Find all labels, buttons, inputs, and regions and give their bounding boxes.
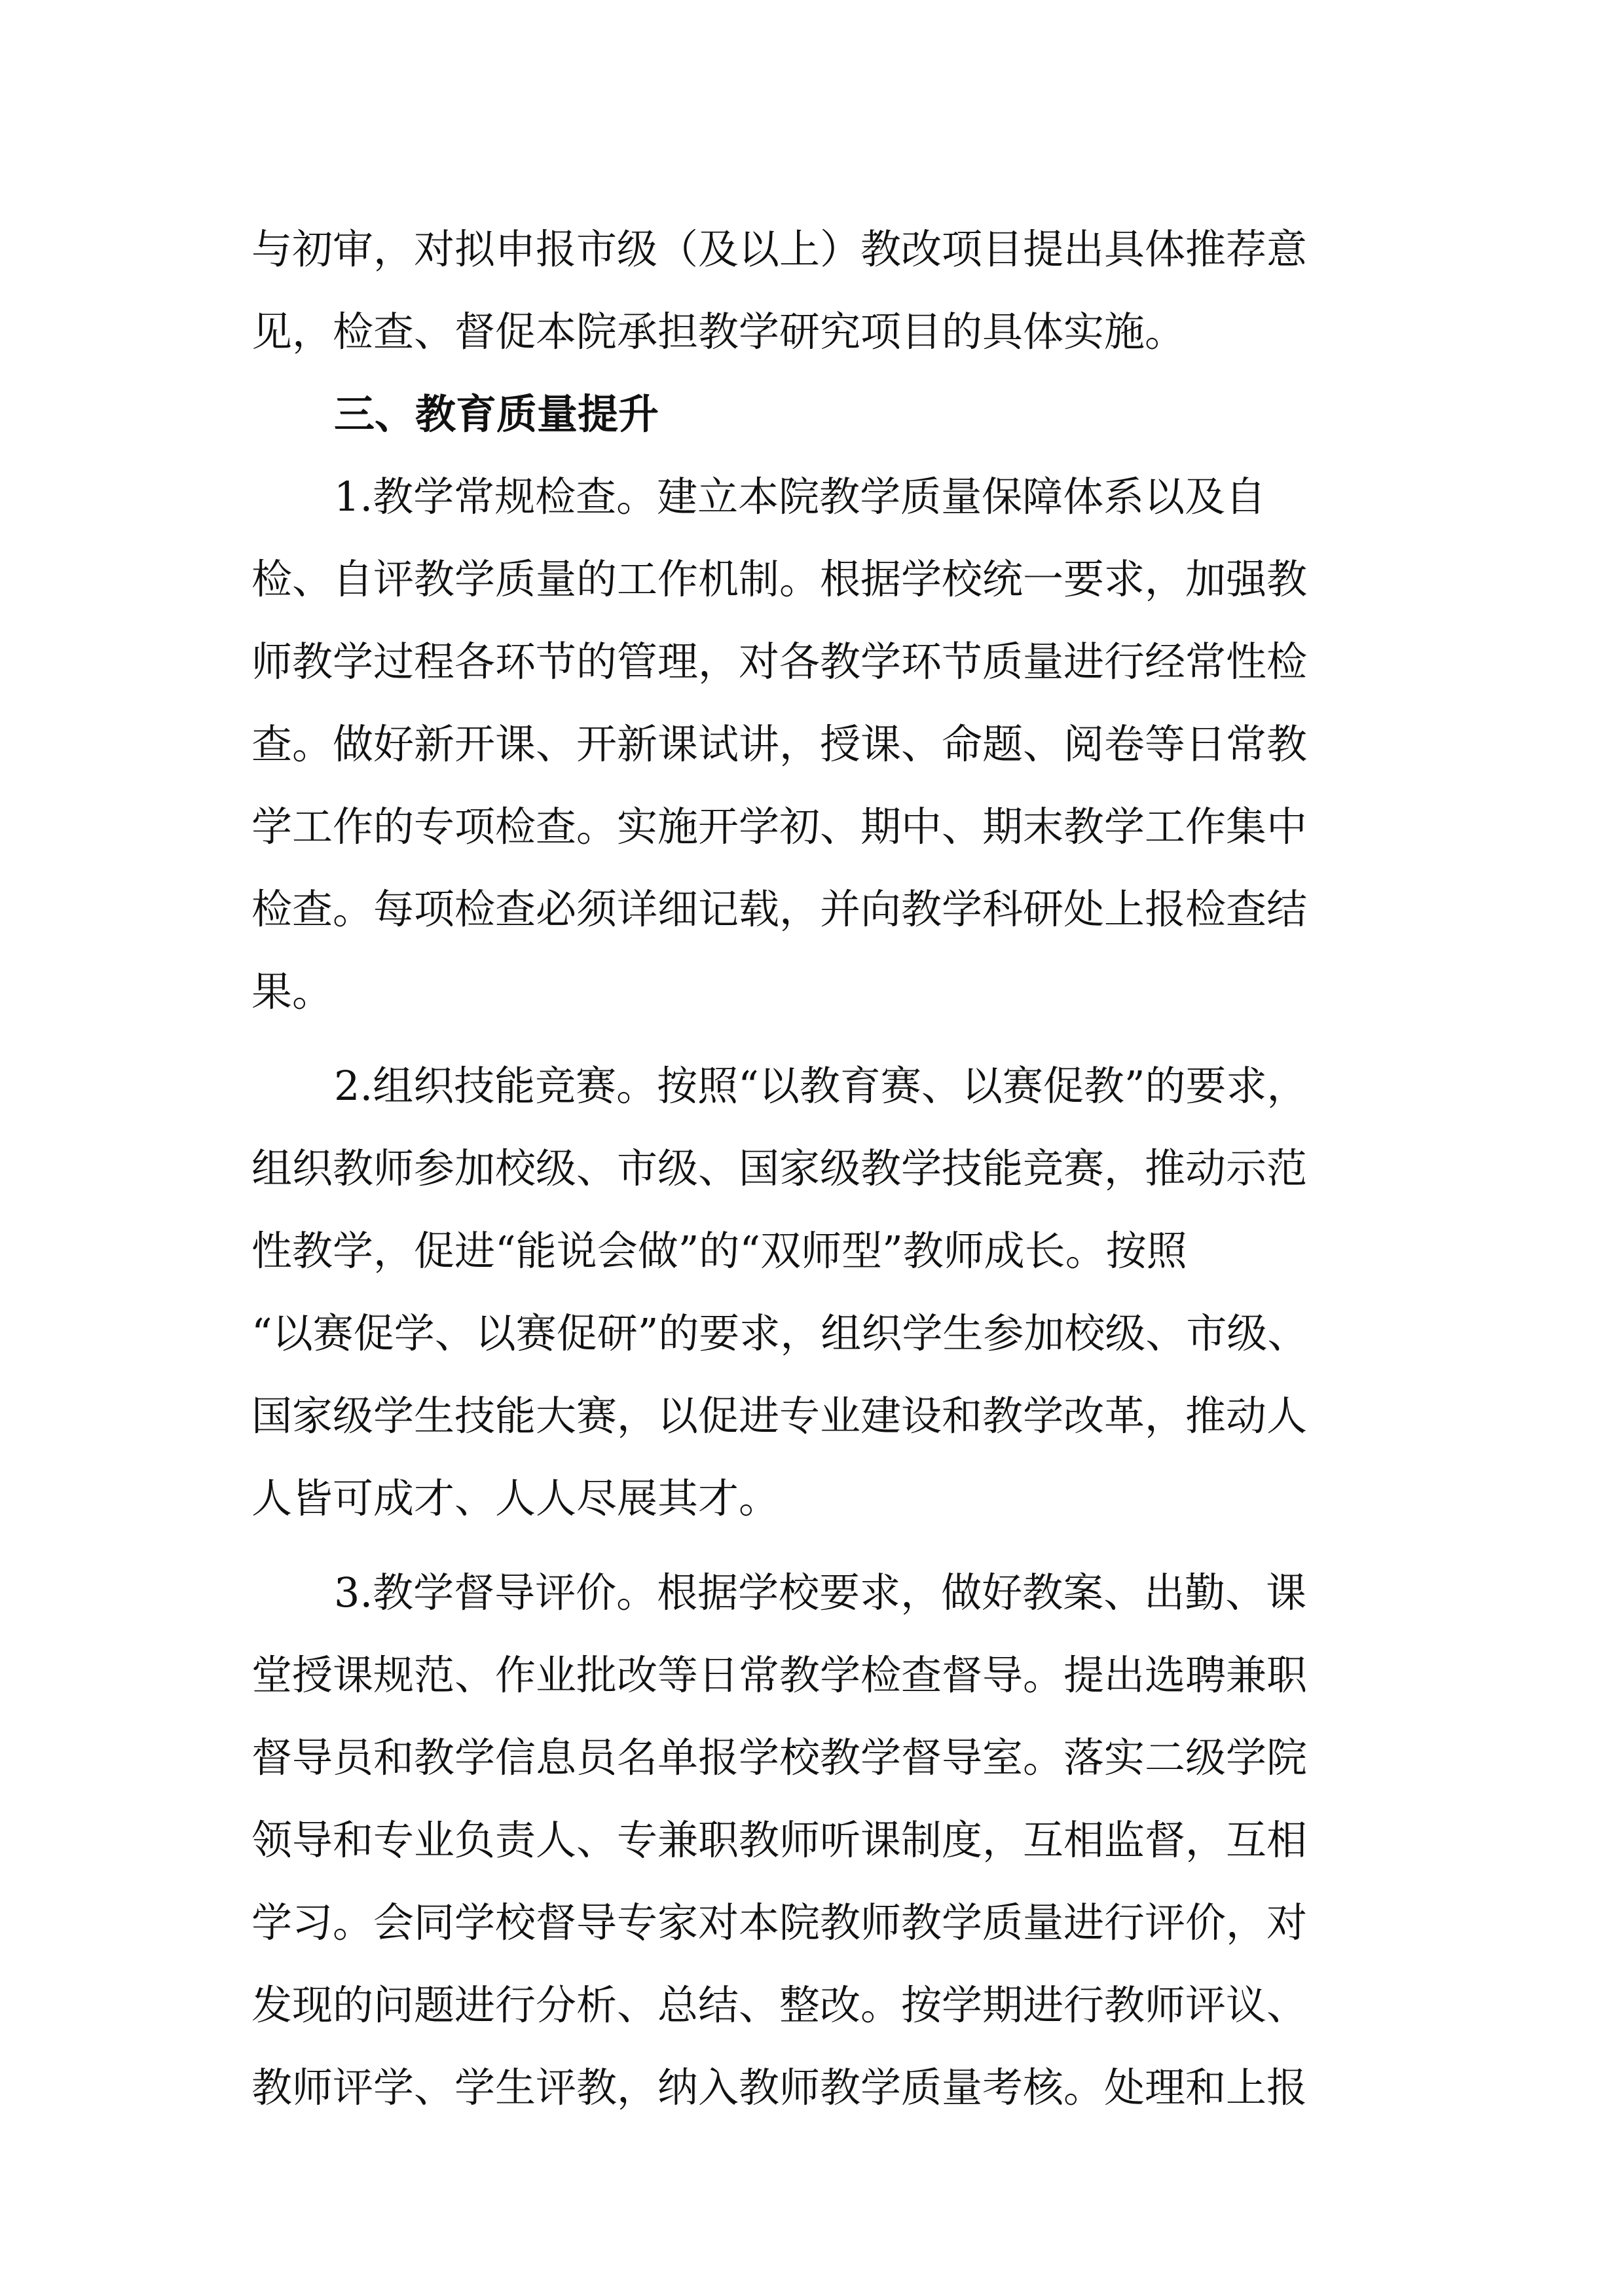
text-line: 学习。会同学校督导专家对本院教师教学质量进行评价，对 bbox=[251, 1899, 1308, 1946]
text-line: 与初审，对拟申报市级（及以上）教改项目提出具体推荐意 bbox=[251, 225, 1308, 273]
text-line: 检查。每项检查必须详细记载，并向教学科研处上报检查结 bbox=[251, 885, 1308, 933]
text-line: 果。 bbox=[251, 968, 333, 1015]
text-line: 2.组织技能竞赛。按照“以教育赛、以赛促教”的要求， bbox=[334, 1062, 1308, 1110]
paragraph-teaching-supervision bbox=[251, 1552, 1391, 2129]
text-line: 检、自评教学质量的工作机制。根据学校统一要求，加强教 bbox=[251, 555, 1308, 603]
text-line: “以赛促学、以赛促研”的要求，组织学生参加校级、市级、 bbox=[251, 1309, 1308, 1357]
text-line: 堂授课规范、作业批改等日常教学检查督导。提出选聘兼职 bbox=[251, 1651, 1308, 1699]
section-heading: 三、教育质量提升 bbox=[334, 390, 659, 438]
text-line: 领导和专业负责人、专兼职教师听课制度，互相监督，互相 bbox=[251, 1816, 1308, 1864]
text-line: 学工作的专项检查。实施开学初、期中、期末教学工作集中 bbox=[251, 803, 1308, 850]
paragraph-intro bbox=[251, 208, 1391, 373]
document-body bbox=[251, 208, 1391, 2129]
text-line: 1.教学常规检查。建立本院教学质量保障体系以及自 bbox=[334, 473, 1266, 520]
paragraph-teaching-inspection bbox=[251, 456, 1391, 1033]
paragraph-skills-competition bbox=[251, 1045, 1391, 1540]
paragraph-spacer bbox=[251, 1540, 1391, 1552]
text-line: 发现的问题进行分析、总结、整改。按学期进行教师评议、 bbox=[251, 1981, 1308, 2029]
text-line: 人皆可成才、人人尽展其才。 bbox=[251, 1474, 780, 1522]
paragraph-spacer bbox=[251, 1033, 1391, 1045]
text-line: 督导员和教学信息员名单报学校教学督导室。落实二级学院 bbox=[251, 1734, 1308, 1781]
text-line: 国家级学生技能大赛，以促进专业建设和教学改革，推动人 bbox=[251, 1392, 1308, 1440]
text-line: 查。做好新开课、开新课试讲，授课、命题、阅卷等日常教 bbox=[251, 720, 1308, 768]
text-line: 3.教学督导评价。根据学校要求，做好教案、出勤、课 bbox=[334, 1569, 1307, 1616]
text-line: 师教学过程各环节的管理，对各教学环节质量进行经常性检 bbox=[251, 638, 1308, 685]
text-line: 见，检查、督促本院承担教学研究项目的具体实施。 bbox=[251, 308, 1186, 355]
text-line: 教师评学、学生评教，纳入教师教学质量考核。处理和上报 bbox=[251, 2064, 1308, 2111]
text-line: 性教学，促进“能说会做”的“双师型”教师成长。按照 bbox=[251, 1227, 1187, 1275]
text-line: 组织教师参加校级、市级、国家级教学技能竞赛，推动示范 bbox=[251, 1144, 1308, 1192]
